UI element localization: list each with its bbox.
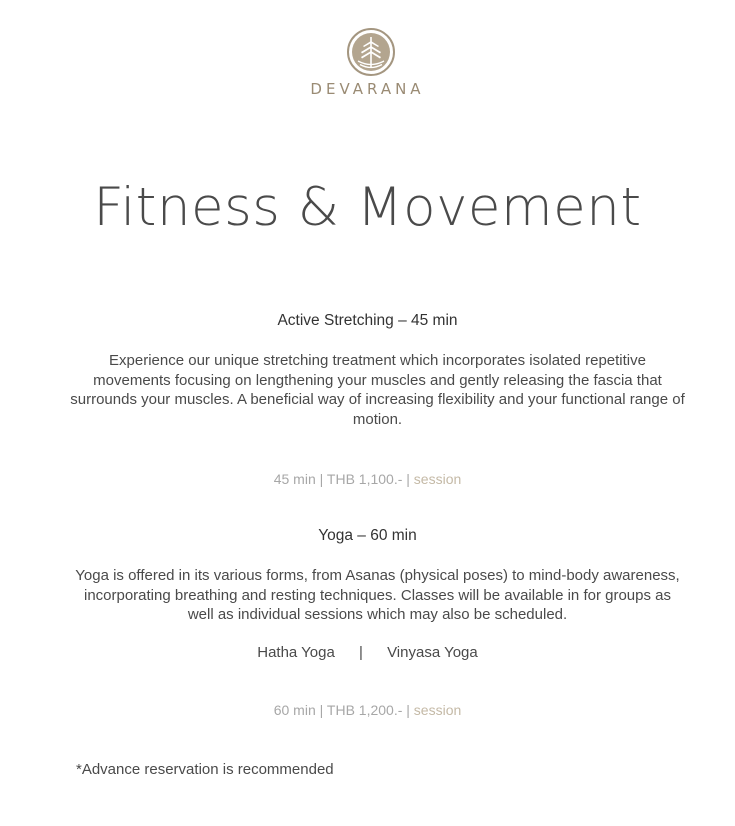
- service-description-active-stretching: Experience our unique stretching treatment which incorporates isolated repetitive movements focusing on lengthening your muscles and gently releasing the fascia that surrounds your muscles. A beneficial way of increasing flexibility and your functional range of motion.: [70, 352, 685, 428]
- yoga-types: [0, 644, 735, 661]
- service-price-active-stretching: [0, 471, 735, 487]
- brand-name: DEVARANA: [310, 80, 425, 98]
- yoga-type-separator: |: [359, 644, 363, 661]
- service-description-yoga: Yoga is offered in its various forms, from Asanas (physical poses) to mind-body awareness, incorporating breathing and resting techniques. Classes will be available in for groups as well as individual sessions which may also be scheduled.: [75, 567, 680, 623]
- yoga-type-hatha: Hatha Yoga: [257, 644, 335, 661]
- page-title: Fitness & Movement: [93, 177, 642, 238]
- price-main: 45 min | THB 1,100.- |: [273, 471, 410, 487]
- yoga-type-vinyasa: Vinyasa Yoga: [387, 644, 478, 661]
- price-unit: session: [413, 471, 462, 487]
- price-main: 60 min | THB 1,200.- |: [273, 702, 410, 718]
- service-heading-active-stretching: Active Stretching – 45 min: [277, 312, 458, 329]
- price-unit: session: [413, 702, 462, 718]
- service-price-yoga: [0, 702, 735, 718]
- reservation-note: *Advance reservation is recommended: [76, 761, 334, 778]
- service-heading-yoga: Yoga – 60 min: [318, 527, 417, 544]
- devarana-leaf-logo-icon: [346, 27, 396, 77]
